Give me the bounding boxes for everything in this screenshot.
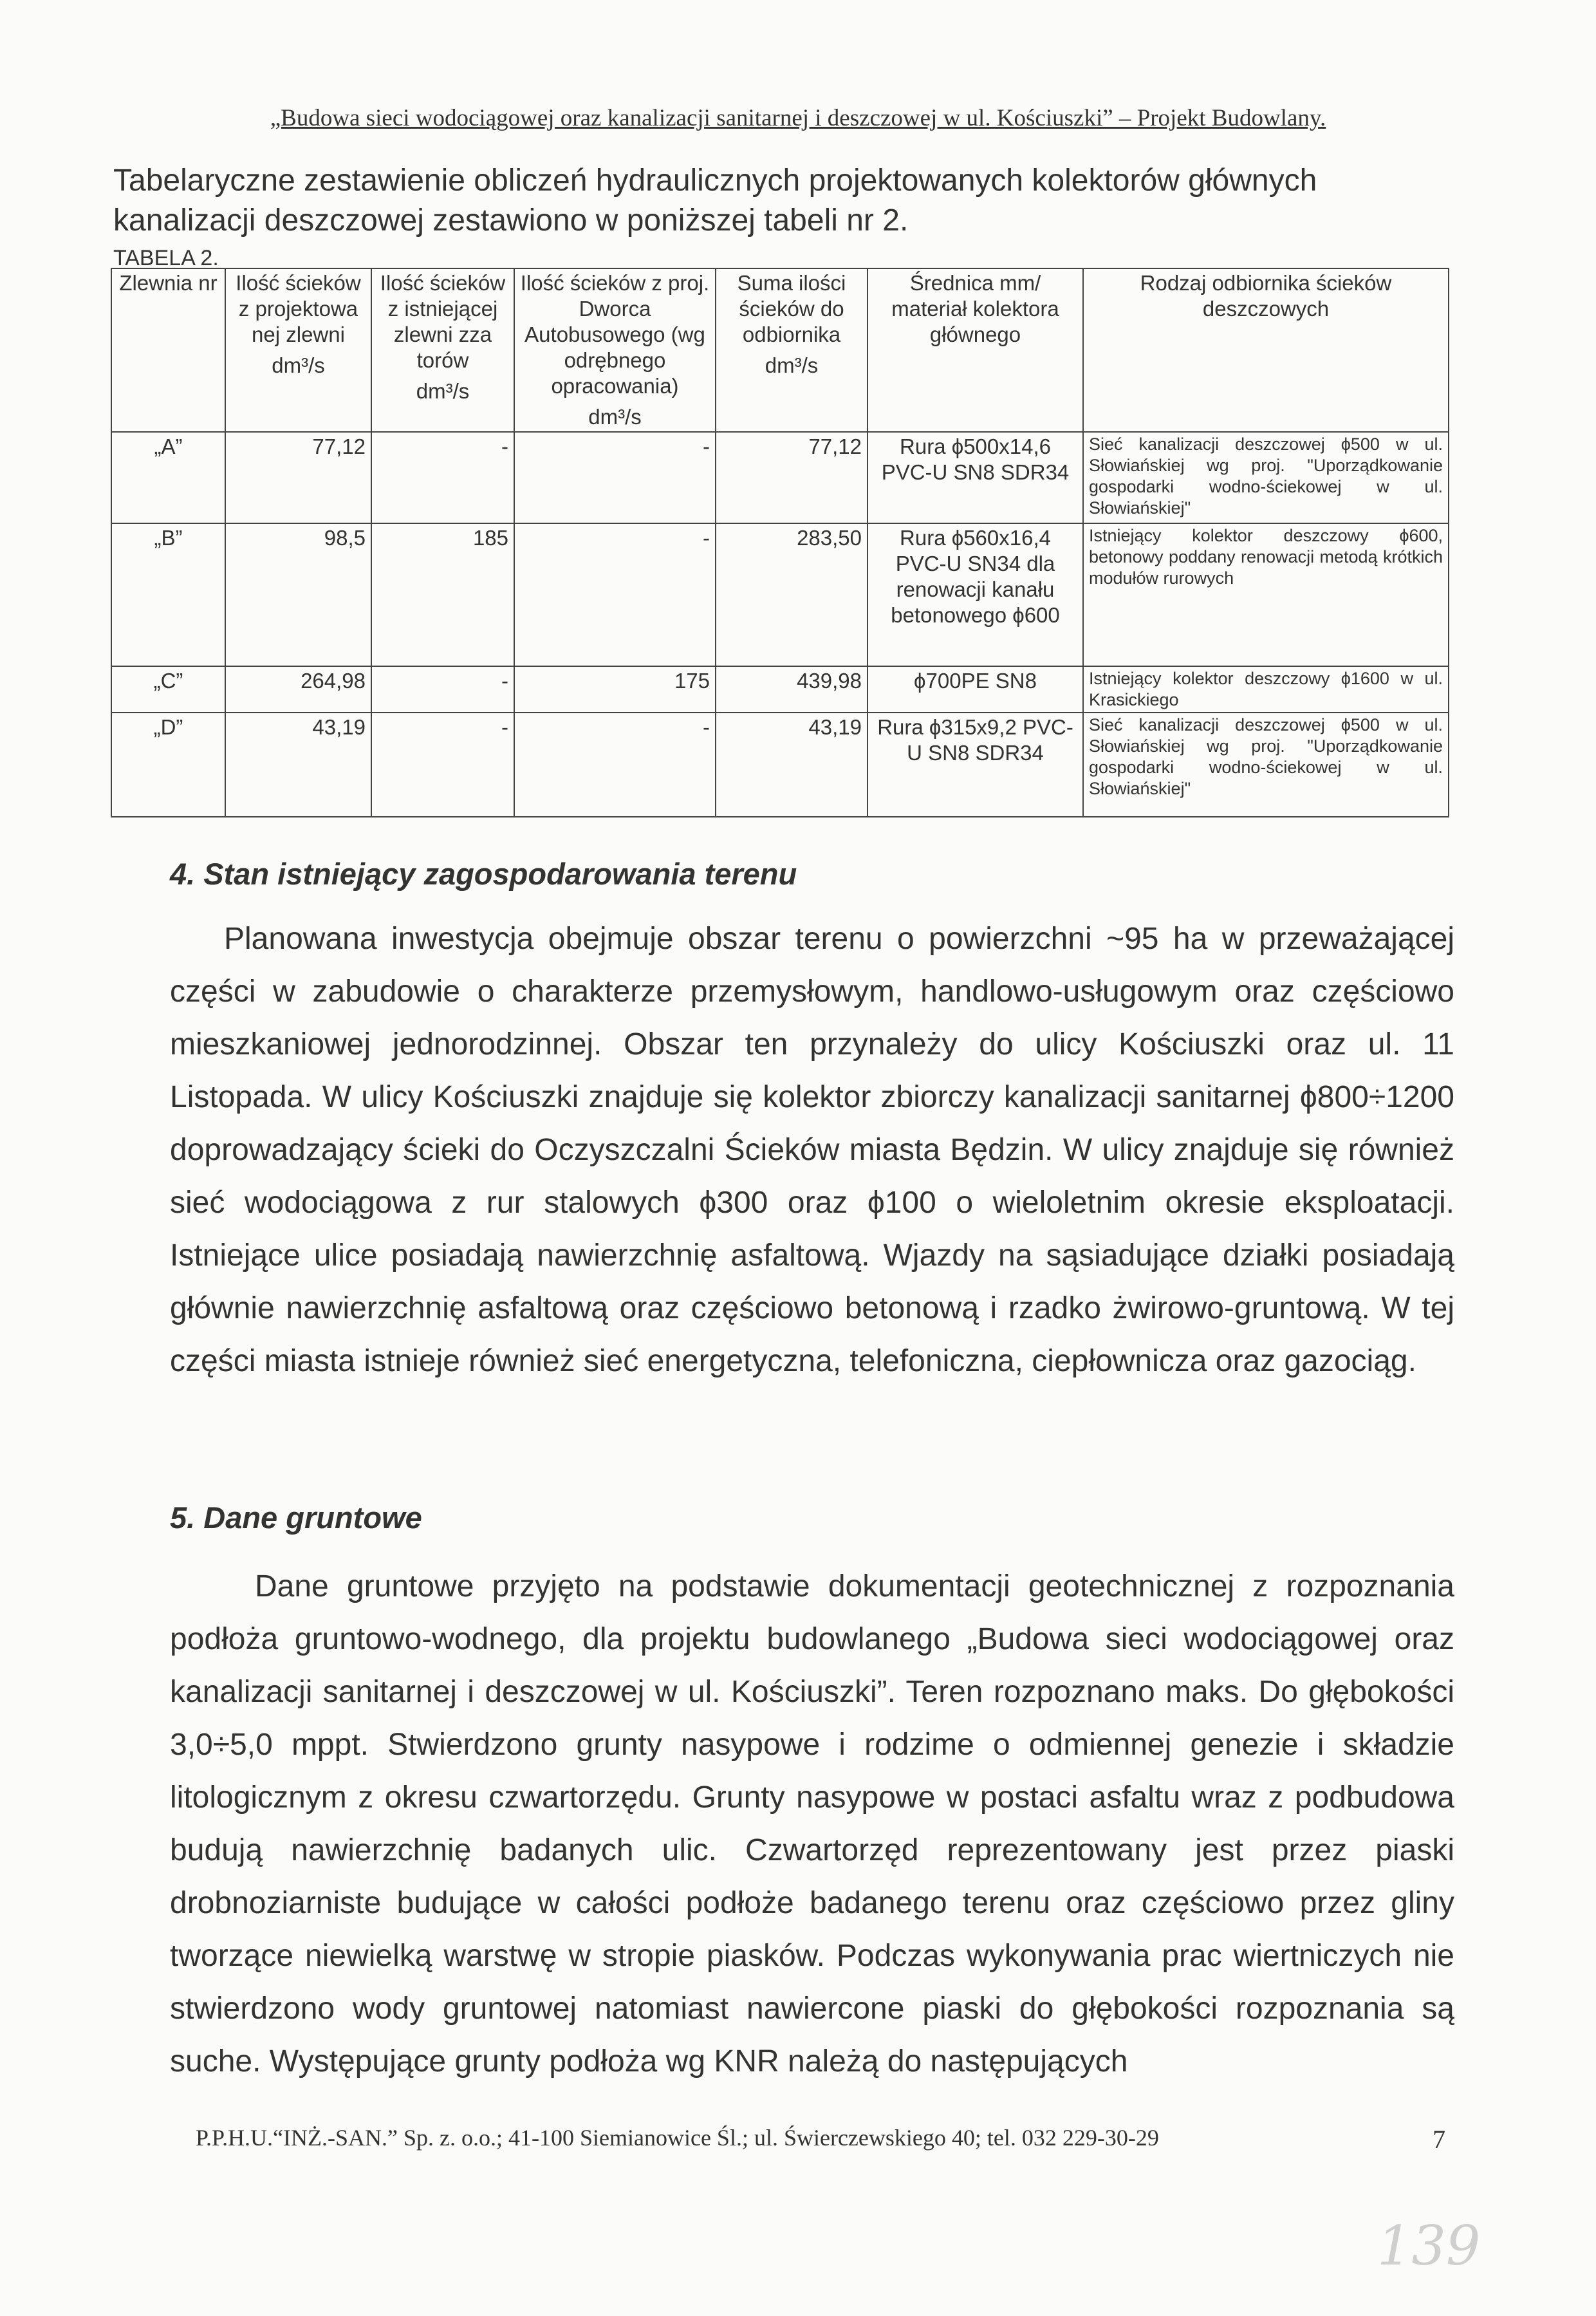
header-cell: Średnica mm/ materiał kolektora głównego xyxy=(868,268,1083,432)
header-cell: Ilość ścieków z istniejącej zlewni zza torów dm³/s xyxy=(371,268,514,432)
cell-odbiornik: Istniejący kolektor deszczowy ϕ1600 w ul. Krasickiego xyxy=(1083,666,1449,713)
cell-odbiornik: Sieć kanalizacji deszczowej ϕ500 w ul. Słowiańskiej wg proj. "Uporządkowanie gospodarki wodno-ściekowej w ul. Słowiańskiej" xyxy=(1083,713,1449,817)
cell-istn: 185 xyxy=(371,523,514,666)
table-label: TABELA 2. xyxy=(113,246,219,270)
cell-srednica: ϕ700PE SN8 xyxy=(868,666,1083,713)
cell-srednica: Rura ϕ315x9,2 PVC-U SN8 SDR34 xyxy=(868,713,1083,817)
cell-zlewnia: „D” xyxy=(111,713,225,817)
cell-dworzec: 175 xyxy=(514,666,716,713)
section-4-body xyxy=(170,913,1454,1388)
cell-istn: - xyxy=(371,432,514,523)
cell-suma: 43,19 xyxy=(716,713,868,817)
table-intro-text: Tabelaryczne zestawienie obliczeń hydraulicznych projektowanych kolektorów głównych kanalizacji deszczowej zestawiono w poniższej tabeli nr 2. xyxy=(113,163,1317,238)
cell-srednica: Rura ϕ500x14,6 PVC-U SN8 SDR34 xyxy=(868,432,1083,523)
cell-dworzec: - xyxy=(514,432,716,523)
header-cell: Zlewnia nr xyxy=(111,268,225,432)
header-text: „Budowa sieci wodociągowej oraz kanalizacji sanitarnej i deszczowej w ul. Kościuszki” – Projekt Budowlany. xyxy=(270,105,1326,131)
cell-suma: 77,12 xyxy=(716,432,868,523)
page-number: 7 xyxy=(1433,2125,1445,2154)
cell-odbiornik: Sieć kanalizacji deszczowej ϕ500 w ul. Słowiańskiej wg proj. "Uporządkowanie gospodarki wodno-ściekowej w ul. Słowiańskiej" xyxy=(1083,432,1449,523)
hydraulic-calculations-table xyxy=(111,268,1449,817)
section-4-heading: 4. Stan istniejący zagospodarowania terenu xyxy=(170,857,797,891)
cell-proj: 43,19 xyxy=(225,713,371,817)
header-cell: Ilość ścieków z projektowa nej zlewni dm³/s xyxy=(225,268,371,432)
cell-proj: 264,98 xyxy=(225,666,371,713)
table-header-row xyxy=(111,268,1449,432)
table-row xyxy=(111,666,1449,713)
cell-zlewnia: „C” xyxy=(111,666,225,713)
cell-suma: 439,98 xyxy=(716,666,868,713)
cell-srednica: Rura ϕ560x16,4 PVC-U SN34 dla renowacji kanału betonowego ϕ600 xyxy=(868,523,1083,666)
table-row xyxy=(111,432,1449,523)
header-cell: Rodzaj odbiornika ścieków deszczowych xyxy=(1083,268,1449,432)
header-cell: Suma ilości ścieków do odbiornika dm³/s xyxy=(716,268,868,432)
document-header xyxy=(0,104,1596,132)
cell-istn: - xyxy=(371,666,514,713)
cell-dworzec: - xyxy=(514,713,716,817)
section-5-text: Dane gruntowe przyjęto na podstawie dokumentacji geotechnicznej z rozpoznania podłoża gruntowo-wodnego, dla projektu budowlanego „Budowa sieci wodociągowej oraz kanalizacji sanitarnej i deszczowej w ul. Kościuszki”. Teren rozpoznano maks. Do głębokości 3,0÷5,0 mppt. Stwierdzono grunty nasypowe i rodzime o odmiennej genezie i składzie litologicznym z okresu czwartorzędu. Grunty nasypowe w postaci asfaltu wraz z podbudowa budują nawierzchnię badanych ulic. Czwartorzęd reprezentowany jest przez piaski drobnoziarniste budujące w całości podłoże badanego terenu oraz częściowo przez gliny tworzące niewielką warstwę w stropie piasków. Podczas wykonywania prac wiertniczych nie stwierdzono wody gruntowej natomiast nawiercone piaski do głębokości rozpoznania są suche. Występujące grunty podłoża wg KNR należą do następujących xyxy=(170,1569,1454,2078)
cell-dworzec: - xyxy=(514,523,716,666)
cell-suma: 283,50 xyxy=(716,523,868,666)
section-5-body xyxy=(170,1560,1454,2088)
handwritten-note: 139 xyxy=(1377,2214,1481,2277)
section-5-heading: 5. Dane gruntowe xyxy=(170,1500,422,1535)
cell-proj: 98,5 xyxy=(225,523,371,666)
document-footer: P.P.H.U.“INŻ.-SAN.” Sp. z. o.o.; 41-100 Siemianowice Śl.; ul. Świerczewskiego 40; tel. 032 229-30-29 xyxy=(196,2125,1159,2151)
cell-zlewnia: „A” xyxy=(111,432,225,523)
cell-proj: 77,12 xyxy=(225,432,371,523)
cell-zlewnia: „B” xyxy=(111,523,225,666)
header-cell: Ilość ścieków z proj. Dworca Autobusowego (wg odrębnego opracowania) dm³/s xyxy=(514,268,716,432)
section-4-text: Planowana inwestycja obejmuje obszar terenu o powierzchni ~95 ha w przeważającej części w zabudowie o charakterze przemysłowym, handlowo-usługowym oraz częściowo mieszkaniowej jednorodzinnej. Obszar ten przynależy do ulicy Kościuszki oraz ul. 11 Listopada. W ulicy Kościuszki znajduje się kolektor zbiorczy kanalizacji sanitarnej ϕ800÷1200 doprowadzający ścieki do Oczyszczalni Ścieków miasta Będzin. W ulicy znajduje się również sieć wodociągowa z rur stalowych ϕ300 oraz ϕ100 o wieloletnim okresie eksploatacji. Istniejące ulice posiadają nawierzchnię asfaltową. Wjazdy na sąsiadujące działki posiadają głównie nawierzchnię asfaltową oraz częściowo betonową i rzadko żwirowo-gruntową. W tej części miasta istnieje również sieć energetyczna, telefoniczna, ciepłownicza oraz gazociąg. xyxy=(170,922,1454,1378)
cell-istn: - xyxy=(371,713,514,817)
table-row xyxy=(111,523,1449,666)
table-row xyxy=(111,713,1449,817)
cell-odbiornik: Istniejący kolektor deszczowy ϕ600, betonowy poddany renowacji metodą krótkich modułów rurowych xyxy=(1083,523,1449,666)
